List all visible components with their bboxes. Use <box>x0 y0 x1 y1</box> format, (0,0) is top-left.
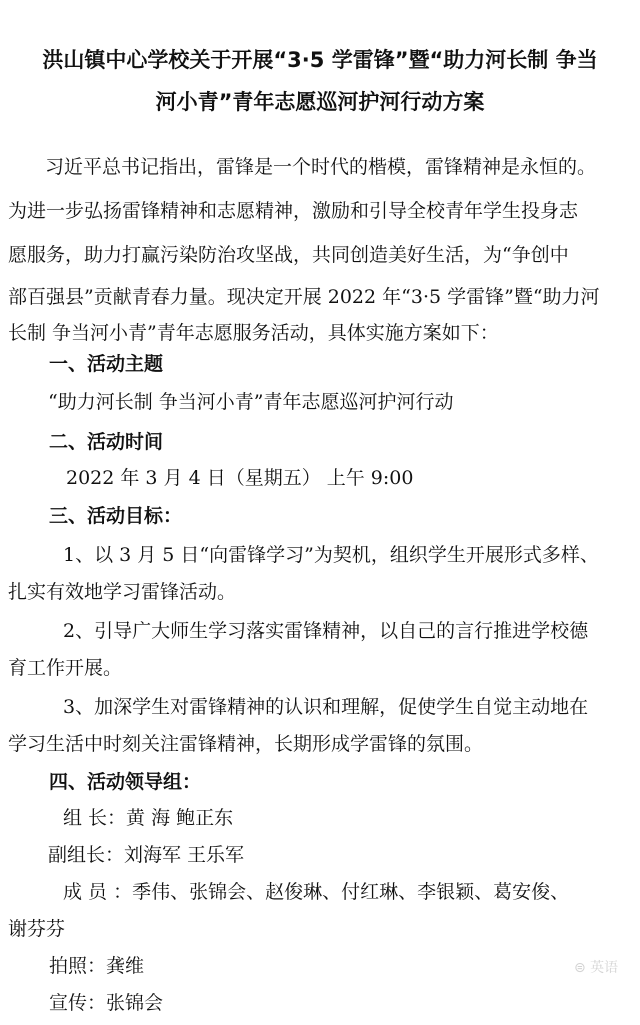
document-title-line-2: 河小青”青年志愿巡河护河行动方案 <box>155 90 485 114</box>
leader-line: 组 长：黄 海 鲍正东 <box>63 807 234 829</box>
publicity-line: 宣传：张锦会 <box>49 992 164 1014</box>
deputy-leader-line: 副组长：刘海军 王乐军 <box>48 844 245 866</box>
photographer-line: 拍照：龚维 <box>49 955 145 977</box>
watermark: ⊜ 英语 <box>574 960 619 976</box>
members-line: 谢芬芬 <box>8 918 66 940</box>
intro-line: 愿服务，助力打赢污染防治攻坚战，共同创造美好生活，为“争创中 <box>8 244 569 266</box>
document-title-line-1: 洪山镇中心学校关于开展“3·5 学雷锋”暨“助力河长制 争当 <box>42 48 598 72</box>
goal-line: 2、引导广大师生学习落实雷锋精神，以自己的言行推进学校德 <box>63 620 589 642</box>
intro-line: 长制 争当河小青”青年志愿服务活动，具体实施方案如下： <box>8 322 499 344</box>
intro-line: 为进一步弘扬雷锋精神和志愿精神，激励和引导全校青年学生投身志 <box>8 200 579 222</box>
section-body-theme: “助力河长制 争当河小青”青年志愿巡河护河行动 <box>48 391 454 413</box>
goal-line: 学习生活中时刻关注雷锋精神，长期形成学雷锋的氛围。 <box>8 733 484 755</box>
section-heading-time: 二、活动时间 <box>49 431 164 453</box>
members-line: 成 员 ：季伟、张锦会、赵俊琳、付红琳、李银颖、葛安俊、 <box>63 881 570 903</box>
section-heading-theme: 一、活动主题 <box>49 353 164 375</box>
goal-line: 育工作开展。 <box>8 657 123 679</box>
section-heading-goals: 三、活动目标： <box>49 505 183 527</box>
goal-line: 3、加深学生对雷锋精神的认识和理解，促使学生自觉主动地在 <box>63 696 589 718</box>
goal-line: 扎实有效地学习雷锋活动。 <box>8 581 237 603</box>
section-heading-leadership: 四、活动领导组： <box>49 771 202 793</box>
goal-line: 1、以 3 月 5 日“向雷锋学习”为契机，组织学生开展形式多样、 <box>63 544 599 566</box>
section-body-time: 2022 年 3 月 4 日（星期五） 上午 9:00 <box>66 467 414 489</box>
intro-line: 部百强县”贡献青春力量。现决定开展 2022 年“3·5 学雷锋”暨“助力河 <box>8 286 600 308</box>
intro-line: 习近平总书记指出，雷锋是一个时代的楷模，雷锋精神是永恒的。 <box>45 156 597 178</box>
